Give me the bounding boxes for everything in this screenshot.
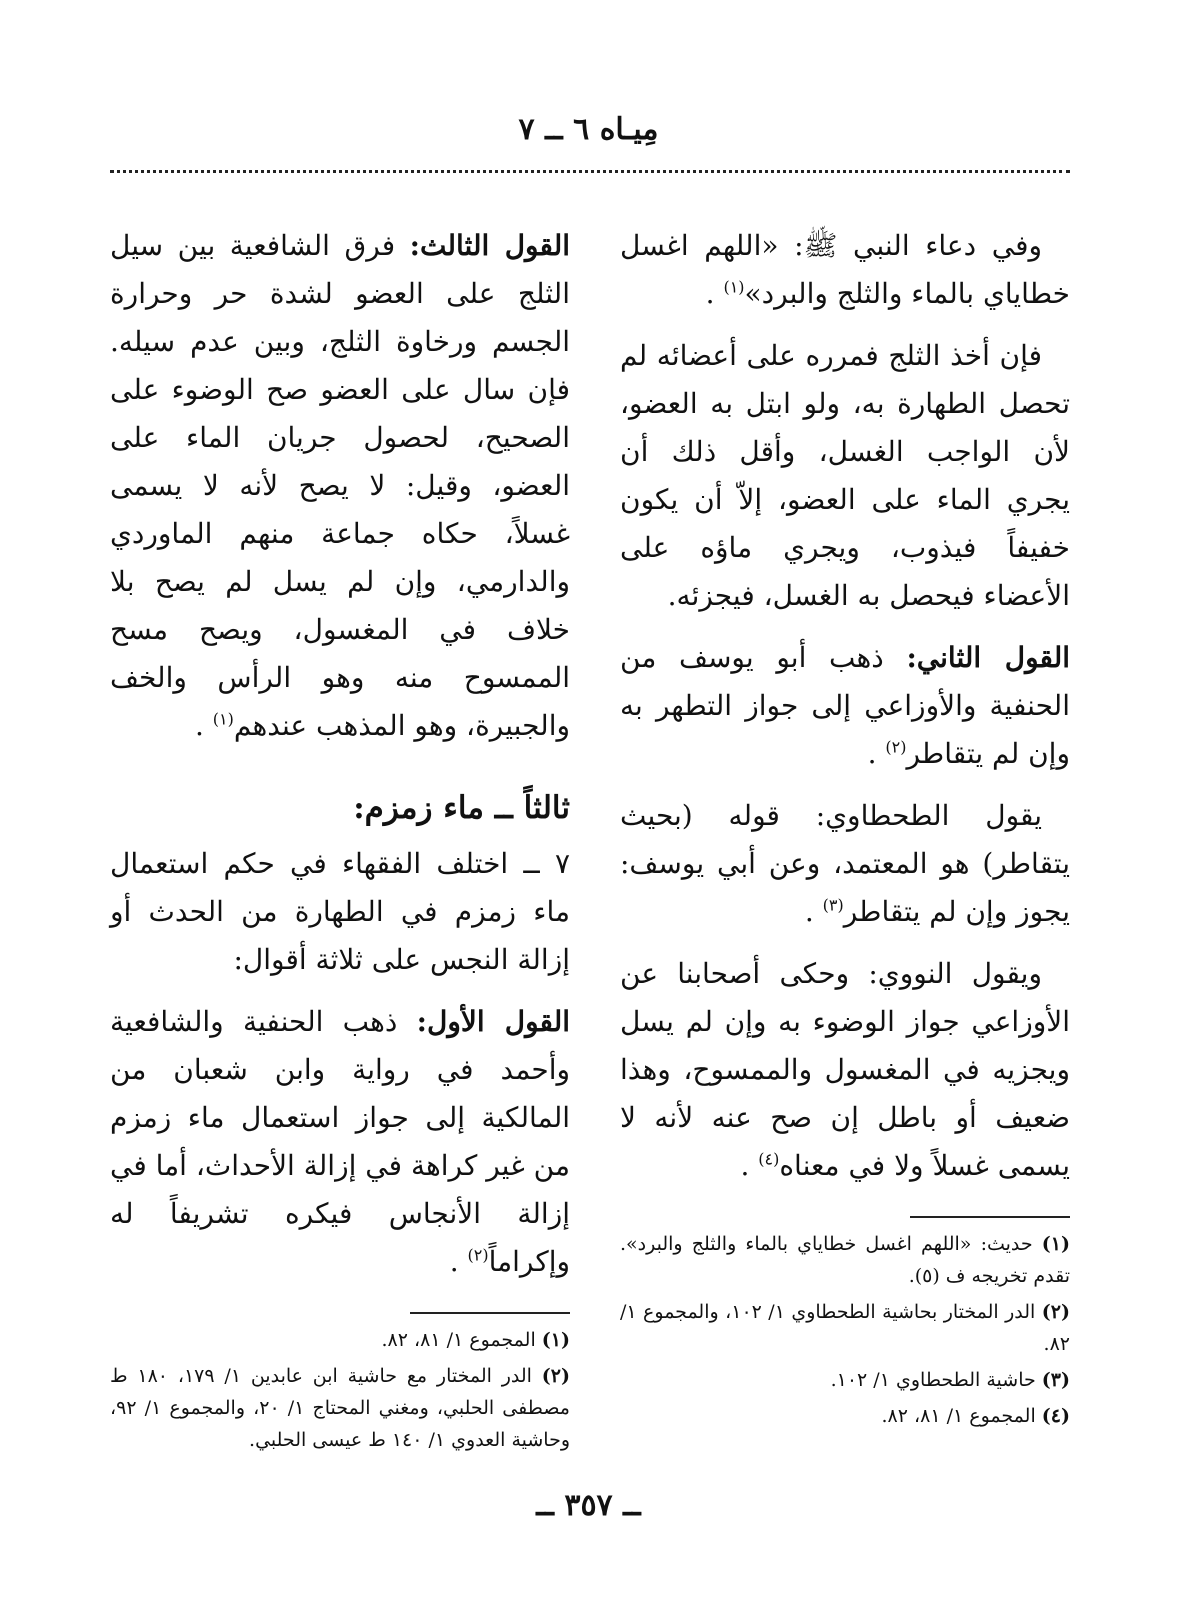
- footnote-ref: (٣): [822, 895, 844, 915]
- footnote-ref: (٤): [758, 1149, 780, 1169]
- footnote-text: المجموع ١/ ٨١، ٨٢.: [381, 1329, 536, 1351]
- footnote: [620, 1364, 1070, 1396]
- term-heading: القول الأول:: [416, 1005, 571, 1038]
- paragraph: القول الأول: ذهب الحنفية والشافعية وأحمد في رواية وابن شعبان من المالكية إلى جواز استعمال ماء زمزم من غير كراهة في إزالة الأحداث، أما في إزالة الأنجاس فيكره تشريفاً له وإكراماً$^{(٢)}$ .: [110, 1005, 571, 1278]
- footnote-number: (١): [541, 1329, 570, 1351]
- paragraph-text: ويقول النووي: وحكى أصحابنا عن الأوزاعي جواز الوضوء به وإن لم يسل ويجزيه في المغسول والممسوح، وهذا ضعيف أو باطل إن صح عنه لأنه لا يسمى غسلاً ولا في معناه: [620, 957, 1070, 1182]
- running-header: مِيـاه ٦ ــ ٧: [518, 112, 659, 147]
- footnote-text: حاشية الطحطاوي ١/ ١٠٢.: [830, 1369, 1036, 1391]
- footnotes: [620, 1228, 1070, 1432]
- footnote-ref: (٢): [885, 737, 907, 757]
- footnote: [620, 1296, 1070, 1360]
- term-heading: القول الثالث:: [409, 229, 570, 262]
- paragraph: يقول الطحطاوي: قوله (بحيث يتقاطر) هو المعتمد، وعن أبي يوسف: يجوز وإن لم يتقاطر$^{(٣)}$ .: [620, 799, 1070, 928]
- left-column: [110, 222, 570, 1460]
- paragraph: القول الثالث: فرق الشافعية بين سيل الثلج على العضو لشدة حر وحرارة الجسم ورخاوة الثلج، وبين عدم سيله. فإن سال على العضو صح الوضوء على الصحيح، لحصول جريان الماء على العضو، وقيل: لا يصح لأنه لا يسمى غسلاً، حكاه جماعة منهم الماوردي والدارمي، وإن لم يسل لم يصح بلا خلاف في المغسول، ويصح مسح الممسوح منه وهو الرأس والخف والجبيرة، وهو المذهب عندهم$^{(١)}$ .: [110, 229, 570, 742]
- footnote-number: (٤): [1041, 1405, 1070, 1427]
- footnote-ref: (١): [212, 709, 234, 729]
- footnote-text: الدر المختار مع حاشية ابن عابدين ١/ ١٧٩، ١٨٠ ط مصطفى الحلبي، ومغني المحتاج ١/ ٢٠، والمجموع ١/ ٩٢، وحاشية العدوي ١/ ١٤٠ ط عيسى الحلبي.: [110, 1365, 570, 1451]
- right-column: [620, 222, 1070, 1436]
- page-number: ــ ٣٥٧ ــ: [536, 1488, 641, 1523]
- footnote-ref: (٢): [467, 1245, 489, 1265]
- section-title: ثالثاً ــ ماء زمزم:: [353, 790, 570, 826]
- footnote-ref: (١): [723, 277, 745, 297]
- paragraph: القول الثاني: ذهب أبو يوسف من الحنفية والأوزاعي إلى جواز التطهر به وإن لم يتقاطر$^{(٢)}$ .: [620, 641, 1071, 770]
- footnote-text: حديث: «اللهم اغسل خطاياي بالماء والثلج والبرد». تقدم تخريجه ف (٥).: [620, 1233, 1070, 1287]
- paragraph-text: ذهب أبو يوسف من الحنفية والأوزاعي إلى جواز التطهر به وإن لم يتقاطر: [620, 641, 1070, 770]
- paragraph-text: يقول الطحطاوي: قوله (بحيث يتقاطر) هو المعتمد، وعن أبي يوسف: يجوز وإن لم يتقاطر: [620, 799, 1070, 928]
- paragraph: ٧ ــ اختلف الفقهاء في حكم استعمال ماء زمزم في الطهارة من الحدث أو إزالة النجس على ثلاثة أقوال:: [110, 847, 570, 976]
- footnote: [110, 1324, 570, 1356]
- term-heading: القول الثاني:: [906, 641, 1071, 674]
- footnote-rule: [910, 1216, 1070, 1218]
- footnote-number: (٢): [1041, 1301, 1070, 1323]
- paragraph-text: ذهب الحنفية والشافعية وأحمد في رواية وابن شعبان من المالكية إلى جواز استعمال ماء زمزم من غير كراهة في إزالة الأحداث، أما في إزالة الأنجاس فيكره تشريفاً له وإكراماً: [110, 1005, 570, 1278]
- footnote-number: (٢): [541, 1365, 570, 1387]
- paragraph-text: فرق الشافعية بين سيل الثلج على العضو لشدة حر وحرارة الجسم ورخاوة الثلج، وبين عدم سيله. فإن سال على العضو صح الوضوء على الصحيح، لحصول جريان الماء على العضو، وقيل: لا يصح لأنه لا يسمى غسلاً، حكاه جماعة منهم الماوردي والدارمي، وإن لم يسل لم يصح بلا خلاف في المغسول، ويصح مسح الممسوح منه وهو الرأس والخف والجبيرة، وهو المذهب عندهم: [110, 229, 570, 742]
- footnote-number: (١): [1041, 1233, 1071, 1255]
- paragraph-text: وفي دعاء النبي ﷺ: «اللهم اغسل خطاياي بالماء والثلج والبرد»: [620, 229, 1070, 310]
- paragraph: ويقول النووي: وحكى أصحابنا عن الأوزاعي جواز الوضوء به وإن لم يسل ويجزيه في المغسول والممسوح، وهذا ضعيف أو باطل إن صح عنه لأنه لا يسمى غسلاً ولا في معناه$^{(٤)}$ .: [620, 957, 1070, 1182]
- paragraph: فإن أخذ الثلج فمرره على أعضائه لم تحصل الطهارة به، ولو ابتل به العضو، لأن الواجب الغسل، وأقل ذلك أن يجري الماء على العضو، إلاّ أن يكون خفيفاً فيذوب، ويجري ماؤه على الأعضاء فيحصل به الغسل، فيجزئه.: [620, 339, 1070, 612]
- footnote-number: (٣): [1041, 1369, 1070, 1391]
- footnotes: [110, 1324, 570, 1456]
- footnote-rule: [410, 1312, 570, 1314]
- footnote-text: المجموع ١/ ٨١، ٨٢.: [881, 1405, 1036, 1427]
- footnote: [620, 1400, 1070, 1432]
- paragraph: وفي دعاء النبي ﷺ: «اللهم اغسل خطاياي بالماء والثلج والبرد»$^{(١)}$ .: [620, 229, 1070, 310]
- header-dotted-rule: [110, 170, 1070, 173]
- footnote: [110, 1360, 570, 1456]
- footnote-text: الدر المختار بحاشية الطحطاوي ١/ ١٠٢، والمجموع ١/ ٨٢.: [620, 1301, 1070, 1355]
- footnote: [620, 1228, 1070, 1292]
